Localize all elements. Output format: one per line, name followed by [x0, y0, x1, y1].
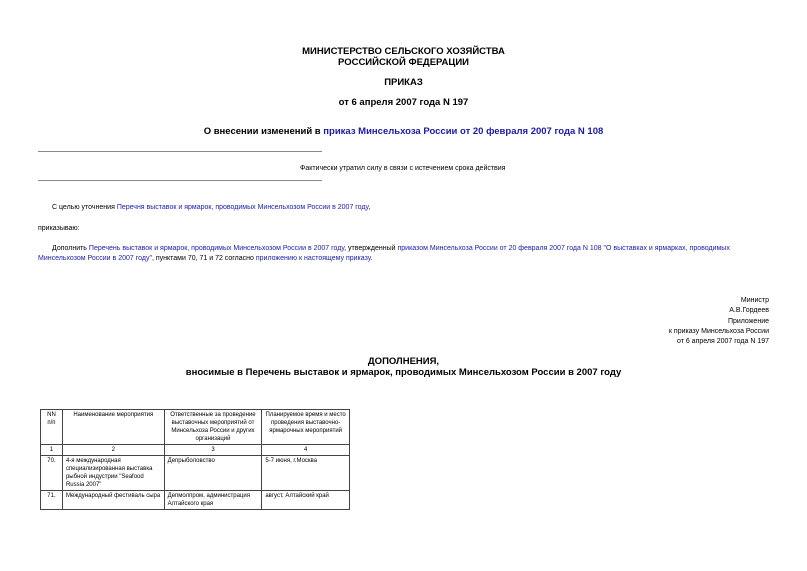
exhibitions-list-link[interactable]: Перечня выставок и ярмарок, проводимых Минсельхозом России в 2007 году — [116, 204, 369, 211]
exhibitions-list-link-2[interactable]: Перечень выставок и ярмарок, проводимых Минсельхозом России в 2007 году — [88, 245, 345, 252]
column-header-time-place: Планируемое время и место проведения выставочно-ярмарочных мероприятий — [262, 410, 350, 445]
preamble-text: С целью уточнения — [52, 204, 117, 211]
time-place: август, Алтайский край — [262, 491, 350, 510]
signer-position: Министр — [740, 297, 769, 304]
appendix-date: от 6 апреля 2007 года N 197 — [676, 338, 769, 345]
responsible-org: Депрыболовство — [164, 456, 262, 491]
column-number: 2 — [62, 445, 164, 456]
resolution-paragraph — [38, 244, 773, 263]
time-place: 5-7 июня, г.Москва — [262, 456, 350, 491]
resolution-text-b: , утвержденный — [344, 245, 398, 252]
appendix-subtitle: вносимые в Перечень выставок и ярмарок, проводимых Минсельхозом России в 2007 году — [185, 367, 622, 378]
appendix-title: ДОПОЛНЕНИЯ, — [367, 356, 440, 367]
responsible-org: Депмолпром, администрация Алтайского края — [164, 491, 262, 510]
event-name: 4-я международная специализированная выставка рыбной индустрии "Seafood Russia 2007" — [62, 456, 164, 491]
column-header-responsible: Ответственные за проведение выставочных мероприятий от Минсельхоза России и других организаций — [164, 410, 262, 445]
resolution-text-d: . — [370, 254, 373, 262]
validity-notice: Фактически утратил силу в связи с истечением срока действия — [300, 165, 506, 172]
appendix-table — [40, 409, 350, 510]
row-number: 71. — [41, 491, 63, 510]
row-number: 70. — [41, 456, 63, 491]
table-header-row — [41, 410, 350, 445]
order-label: ПРИКАЗ — [384, 77, 423, 88]
appendix-link[interactable]: приложению к настоящему приказу — [255, 254, 371, 262]
order-108-link[interactable]: приказом Минсельхоза России от 20 февраля 2007 года N 108 "О выставках и ярмарках, проводимых Минсельхозом России в 2007 году" — [38, 245, 730, 262]
order-date: от 6 апреля 2007 года N 197 — [338, 97, 469, 108]
resolution-text-a: Дополнить — [52, 245, 89, 252]
event-name: Международный фестиваль сыра — [62, 491, 164, 510]
ministry-name-line1: МИНИСТЕРСТВО СЕЛЬСКОГО ХОЗЯЙСТВА — [302, 46, 505, 57]
ministry-name-line2: РОССИЙСКОЙ ФЕДЕРАЦИИ — [337, 57, 469, 68]
order-subject-prefix: О внесении изменений в — [203, 126, 324, 137]
order-verb: приказываю: — [38, 225, 80, 232]
column-number: 1 — [41, 445, 63, 456]
preamble-paragraph — [52, 203, 370, 213]
column-number: 4 — [262, 445, 350, 456]
order-subject — [0, 126, 807, 137]
notice-divider-bottom — [38, 180, 322, 181]
table-row — [41, 491, 350, 510]
column-header-event: Наименование мероприятия — [62, 410, 164, 445]
preamble-punct: , — [368, 204, 371, 211]
column-number-row — [41, 445, 350, 456]
notice-divider-top — [38, 151, 322, 152]
column-header-number: NN п/п — [41, 410, 63, 445]
resolution-text-c: , пунктами 70, 71 и 72 согласно — [151, 254, 256, 262]
signer-name: А.В.Гордеев — [729, 307, 769, 314]
appendix-reference: к приказу Минсельхоза России — [668, 328, 769, 335]
appendix-label: Приложение — [727, 318, 769, 325]
table-row — [41, 456, 350, 491]
column-number: 3 — [164, 445, 262, 456]
order-subject-link[interactable]: приказ Минсельхоза России от 20 февраля 2007 года N 108 — [323, 126, 604, 137]
